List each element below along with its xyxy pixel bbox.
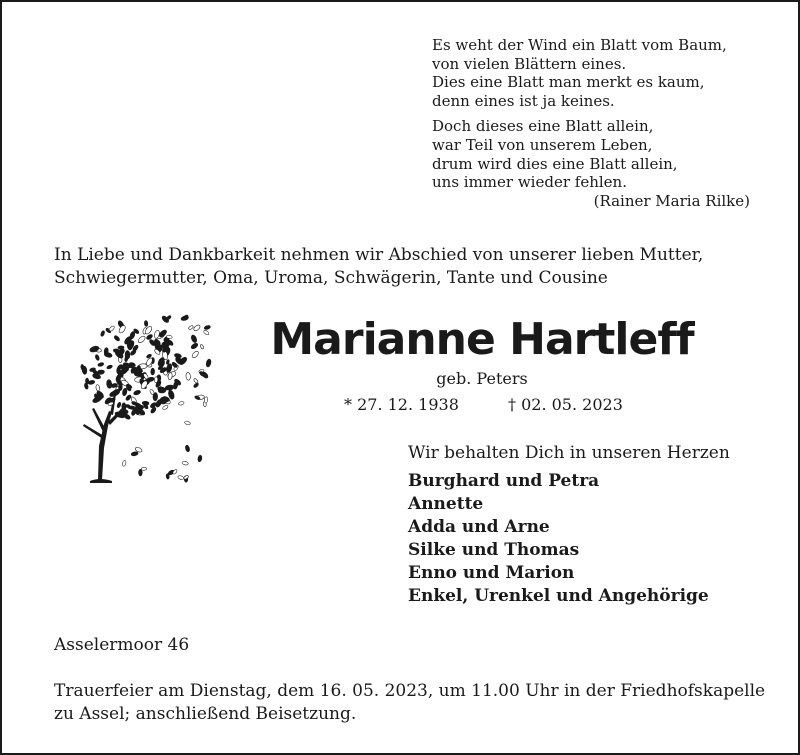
birth-date: * 27. 12. 1938 [344,395,459,414]
poem-line: Es weht der Wind ein Blatt vom Baum, [432,36,727,54]
service-line: Trauerfeier am Dienstag, dem 16. 05. 2023, um 11.00 Uhr in der Friedhofskapelle [54,681,766,701]
family-member: Enno und Marion [408,563,575,583]
windswept-tree-icon [64,308,214,488]
poem-line: drum wird dies eine Blatt allein, [432,154,678,173]
poem-stanza-1 [432,36,762,110]
death-date: † 02. 05. 2023 [508,395,623,414]
deceased-name: Marianne Hartleff [270,314,694,365]
family-member: Annette [408,494,484,514]
service-line: zu Assel; anschließend Beisetzung. [54,704,357,724]
poem-line: Doch dieses eine Blatt allein, [432,117,654,136]
poem-line: war Teil von unserem Leben, [432,135,653,154]
family-member: Enkel, Urenkel und Angehörige [408,586,709,606]
family-member: Silke und Thomas [408,540,580,560]
poem-line: von vielen Blättern eines. [432,54,627,73]
remembrance-line: Wir behalten Dich in unseren Herzen [408,443,730,463]
intro-line: Schwiegermutter, Oma, Uroma, Schwägerin, Tante und Cousine [54,268,608,288]
intro-text [54,244,774,290]
intro-line: In Liebe und Dankbarkeit nehmen wir Abschied von unserer lieben Mutter, [54,245,704,265]
poem-author: (Rainer Maria Rilke) [593,191,750,210]
poem-line: Dies eine Blatt man merkt es kaum, [432,73,705,92]
poem-line: uns immer wieder fehlen. [432,173,627,192]
poem [432,36,762,210]
born-name: geb. Peters [436,369,528,388]
poem-line: denn eines ist ja keines. [432,91,615,110]
family-member: Adda und Arne [408,517,550,537]
family-member: Burghard und Petra [408,471,600,491]
family-block [408,442,768,608]
poem-stanza-2 [432,117,762,191]
address: Asselermoor 46 [54,635,190,655]
funeral-service-info [54,680,774,726]
